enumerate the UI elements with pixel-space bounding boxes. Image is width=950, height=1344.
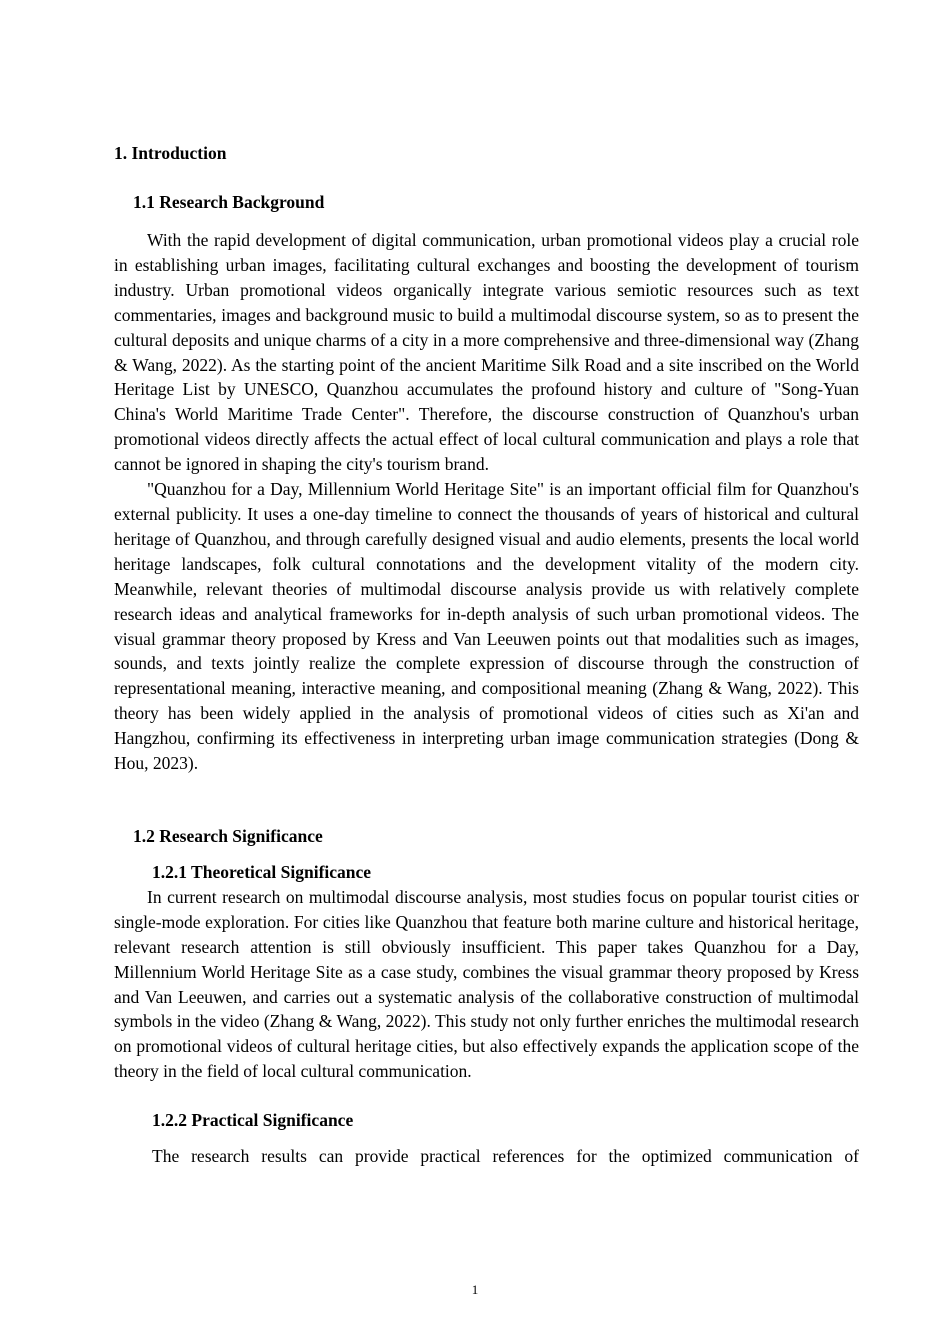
paragraph-background-2: "Quanzhou for a Day, Millennium World Heritage Site" is an important official film for Quanzhou's external publicity. It uses a one-day timeline to connect the thousands of years of historical and cultural heritage of Quanzhou, and through carefully designed visual and audio elements, presents the local world heritage landscapes, folk cultural connotations and the development vitality of the modern city. Meanwhile, relevant theories of multimodal discourse analysis provide us with relatively complete research ideas and analytical frameworks for in-depth analysis of such urban promotional videos. The visual grammar theory proposed by Kress and Van Leeuwen points out that modalities such as images, sounds, and texts jointly realize the complete expression of discourse through the construction of representational meaning, interactive meaning, and compositional meaning (Zhang & Wang, 2022). This theory has been widely applied in the analysis of promotional videos of cities such as Xi'an and Hangzhou, confirming its effectiveness in interpreting urban image communication strategies (Dong & Hou, 2023). bbox=[114, 479, 859, 774]
page-number: 1 bbox=[471, 1282, 479, 1297]
subsubsection-heading-theoretical-significance: 1.2.1 Theoretical Significance bbox=[152, 861, 372, 882]
subsection-heading-research-significance: 1.2 Research Significance bbox=[133, 825, 323, 846]
section-heading-introduction: 1. Introduction bbox=[114, 143, 227, 163]
page-content bbox=[114, 141, 859, 1169]
subsubsection-heading-practical-significance: 1.2.2 Practical Significance bbox=[152, 1110, 354, 1131]
paragraph-practical-significance: The research results can provide practical references for the optimized communication of bbox=[152, 1146, 859, 1167]
paragraph-background-1: With the rapid development of digital communication, urban promotional videos play a crucial role in establishing urban images, facilitating cultural exchanges and boosting the development of tourism industry. Urban promotional videos organically integrate various semiotic resources such as text commentaries, images and background music to build a multimodal discourse system, so as to present the cultural deposits and unique charms of a city in a more comprehensive and three-dimensional way (Zhang & Wang, 2022). As the starting point of the ancient Maritime Silk Road and a site inscribed on the World Heritage List by UNESCO, Quanzhou accumulates the profound history and culture of "Song-Yuan China's World Maritime Trade Center". Therefore, the discourse construction of Quanzhou's urban promotional videos directly affects the actual effect of local cultural communication and plays a role that cannot be ignored in shaping the city's tourism brand. bbox=[114, 230, 859, 475]
paragraph-theoretical-significance: In current research on multimodal discourse analysis, most studies focus on popular tourist cities or single-mode exploration. For cities like Quanzhou that feature both marine culture and historical heritage, relevant research attention is still obviously insufficient. This paper takes Quanzhou for a Day, Millennium World Heritage Site as a case study, combines the visual grammar theory proposed by Kress and Van Leeuwen, and carries out a systematic analysis of the collaborative construction of multimodal symbols in the video (Zhang & Wang, 2022). This study not only further enriches the multimodal research on promotional videos of cultural heritage cities, but also effectively expands the application scope of the theory in the field of local cultural communication. bbox=[114, 886, 859, 1082]
subsection-heading-research-background: 1.1 Research Background bbox=[133, 192, 325, 212]
